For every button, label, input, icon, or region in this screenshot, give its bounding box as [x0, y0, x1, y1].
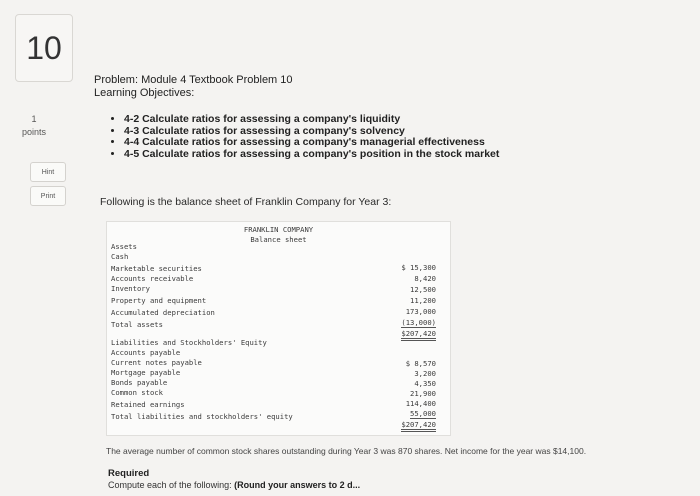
asset-value: (13,000)	[401, 318, 436, 327]
required-heading: Required	[108, 468, 150, 479]
print-button[interactable]: Print	[30, 186, 66, 206]
liability-value: $ 8,570	[405, 359, 436, 368]
sheet-company: FRANKLIN COMPANY	[243, 225, 314, 234]
liability-value: 4,350	[414, 379, 436, 388]
liability-value: 21,900	[410, 389, 436, 398]
liabilities-heading: Liabilities and Stockholders' Equity	[111, 338, 267, 347]
liability-label: Common stock	[111, 388, 163, 397]
rounding-note: (Round your answers to 2 d...	[234, 480, 361, 490]
total-liabilities-value: $207,420	[401, 420, 436, 432]
points-label: points	[21, 126, 47, 137]
asset-value: 173,000	[405, 307, 436, 316]
liability-label: Mortgage payable	[111, 368, 181, 377]
balance-sheet	[106, 221, 451, 436]
total-liabilities-label: Total liabilities and stockholders' equity	[111, 412, 293, 421]
total-assets-label: Total assets	[111, 320, 163, 329]
compute-instruction	[108, 480, 360, 490]
asset-value: 8,420	[414, 274, 436, 283]
objectives-title: Learning Objectives:	[94, 87, 195, 99]
objective-item: • 4-2 Calculate ratios for assessing a company's liquidity	[124, 114, 499, 126]
total-assets-value: $207,420	[401, 329, 436, 341]
objective-item: • 4-4 Calculate ratios for assessing a company's managerial effectiveness	[124, 137, 499, 149]
liability-value: 114,400	[405, 399, 436, 408]
liability-label: Current notes payable	[111, 358, 202, 367]
hint-button[interactable]: Hint	[30, 162, 66, 182]
assets-heading: Assets	[111, 242, 137, 251]
intro-text: Following is the balance sheet of Franklin Company for Year 3:	[100, 196, 392, 208]
compute-text: Compute each of the following:	[108, 480, 232, 490]
points-indicator	[14, 113, 54, 138]
objective-item: • 4-3 Calculate ratios for assessing a company's solvency	[124, 126, 499, 138]
asset-label: Property and equipment	[111, 296, 207, 305]
shares-note: The average number of common stock shares outstanding during Year 3 was 870 shares. Net income for the year was $14,100.	[106, 446, 587, 456]
question-number: 10	[15, 14, 73, 82]
asset-label: Marketable securities	[111, 264, 202, 273]
asset-value: 11,200	[410, 296, 436, 305]
liability-value: 55,000	[410, 409, 436, 418]
points-value: 1	[31, 114, 37, 124]
objective-item: • 4-5 Calculate ratios for assessing a company's position in the stock market	[124, 149, 499, 161]
liability-value: 3,200	[414, 369, 436, 378]
asset-label: Inventory	[111, 284, 150, 293]
sheet-title: Balance sheet	[250, 235, 307, 244]
asset-label: Cash	[111, 252, 129, 261]
liability-label: Retained earnings	[111, 400, 185, 409]
problem-title: Problem: Module 4 Textbook Problem 10	[94, 74, 293, 86]
objectives-list	[108, 114, 499, 160]
asset-value: 12,500	[410, 285, 436, 294]
liability-label: Accounts payable	[111, 348, 181, 357]
liability-label: Bonds payable	[111, 378, 168, 387]
asset-label: Accounts receivable	[111, 274, 194, 283]
asset-value: $ 15,300	[401, 263, 436, 272]
asset-label: Accumulated depreciation	[111, 308, 215, 317]
